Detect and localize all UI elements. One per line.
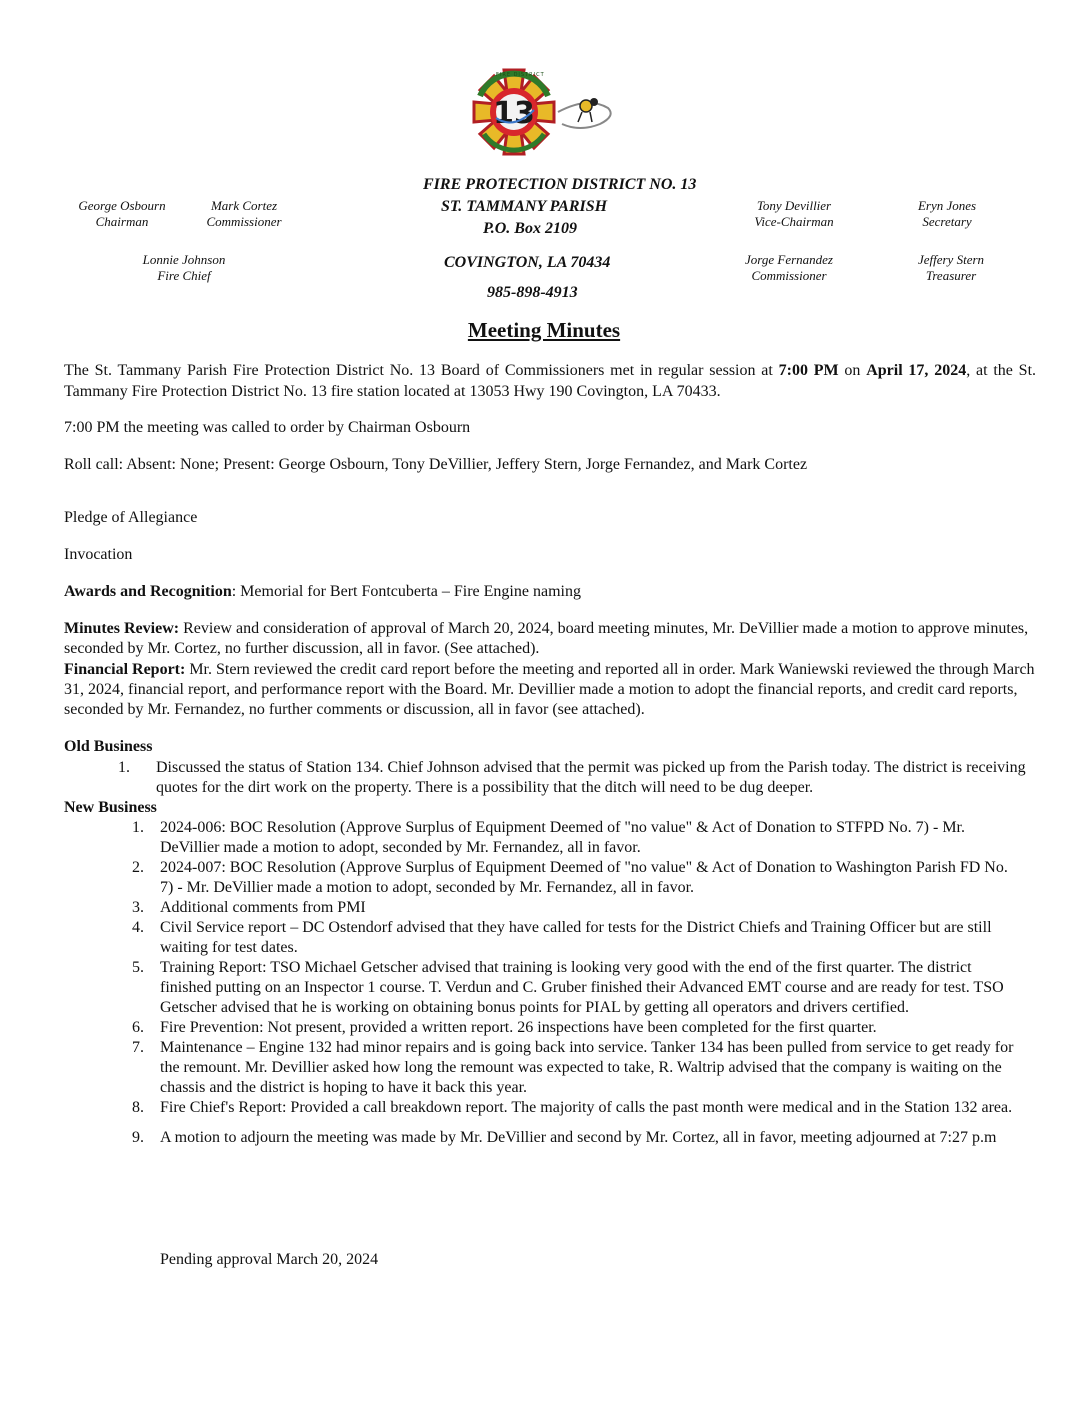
item-number: 8.	[132, 1099, 144, 1116]
item-number: 9.	[132, 1129, 144, 1146]
official-title: Vice-Chairman	[754, 214, 834, 229]
new-business-list	[0, 818, 1020, 1148]
official-devillier	[744, 198, 844, 230]
official-fernandez	[734, 252, 844, 284]
old-business-list	[0, 758, 1028, 798]
official-name: Eryn Jones	[917, 198, 977, 213]
official-name: George Osbourn	[78, 198, 166, 213]
intro-text-1: The St. Tammany Parish Fire Protection District No. 13 Board of Commissioners met in regular session at	[64, 362, 779, 379]
awards-section	[64, 582, 1036, 602]
official-name: Mark Cortez	[210, 198, 278, 213]
item-number: 1.	[132, 819, 144, 836]
list-item	[0, 1038, 1020, 1098]
official-cortez	[200, 198, 288, 230]
official-title: Commissioner	[751, 268, 827, 283]
call-to-order: 7:00 PM the meeting was called to order by Chairman Osbourn	[64, 419, 471, 436]
item-text: Additional comments from PMI	[160, 899, 366, 916]
pledge: Pledge of Allegiance	[64, 509, 198, 526]
official-name: Lonnie Johnson	[142, 252, 226, 267]
official-name: Jeffery Stern	[917, 252, 985, 267]
item-text: 2024-006: BOC Resolution (Approve Surplus of Equipment Deemed of "no value" & Act of Donation to STFPD No. 7) - Mr. DeVillier made a motion to adopt, seconded by Mr. Fernandez, all in favor.	[160, 819, 965, 856]
item-text: 2024-007: BOC Resolution (Approve Surplus of Equipment Deemed of "no value" & Act of Donation to Washington Parish FD No. 7) - Mr. DeVillier made a motion to adopt, seconded by Mr. Fernandez, all in favor.	[160, 859, 1008, 896]
po-box: P.O. Box 2109	[483, 220, 577, 237]
official-title: Treasurer	[925, 268, 977, 283]
official-jones	[902, 198, 992, 230]
item-text: Fire Prevention: Not present, provided a written report. 26 inspections have been completed for the first quarter.	[160, 1019, 877, 1036]
item-number: 1.	[118, 759, 130, 776]
meeting-date: April 17, 2024	[866, 362, 967, 379]
parish-name: ST. TAMMANY PARISH	[441, 198, 608, 215]
item-text: Civil Service report – DC Ostendorf advised that they have called for tests for the District Chiefs and Training Officer but are still waiting for test dates.	[160, 919, 992, 956]
intro-text-3: , at the St. Tammany Fire Protection District No. 13 fire station located at 13053 Hwy 190 Covington, LA 70433.	[64, 362, 1037, 400]
item-number: 3.	[132, 899, 144, 916]
minutes-review-label: Minutes Review:	[64, 620, 180, 637]
minutes-review-section	[64, 619, 1036, 659]
city-line: COVINGTON, LA 70434	[444, 254, 611, 271]
item-number: 2.	[132, 859, 144, 876]
item-number: 6.	[132, 1019, 144, 1036]
official-title: Chairman	[95, 214, 149, 229]
official-name: Jorge Fernandez	[745, 252, 833, 267]
item-text: A motion to adjourn the meeting was made by Mr. DeVillier and second by Mr. Cortez, all in favor, meeting adjourned at 7:27 p.m	[160, 1129, 997, 1146]
official-stern	[906, 252, 996, 284]
official-title: Commissioner	[206, 214, 282, 229]
official-johnson	[134, 252, 234, 284]
item-text: Training Report: TSO Michael Getscher advised that training is looking very good with the end of the first quarter. The district finished putting on an Inspector 1 course. T. Verdun and C. Gruber finished their Advanced EMT course and are ready for test. TSO Getscher advised that he is working on obtaining bonus points for PIAL by getting all operators and drivers certified.	[160, 959, 1004, 1016]
old-business-heading: Old Business	[64, 738, 153, 755]
list-item	[0, 1018, 1020, 1038]
district-name: FIRE PROTECTION DISTRICT NO. 13	[423, 176, 697, 193]
meeting-time: 7:00 PM	[778, 362, 839, 379]
awards-text: : Memorial for Bert Fontcuberta – Fire Engine naming	[231, 583, 581, 600]
item-number: 5.	[132, 959, 144, 976]
official-osbourn	[72, 198, 172, 230]
minutes-review-text: Review and consideration of approval of March 20, 2024, board meeting minutes, Mr. DeVillier made a motion to approve minutes, seconded by Mr. Cortez, no further discussion, all in favor. (See attached).	[64, 620, 1029, 657]
intro-paragraph	[64, 360, 1036, 402]
official-title: Fire Chief	[157, 268, 211, 283]
financial-section	[64, 660, 1036, 720]
list-item	[0, 1128, 1020, 1148]
financial-label: Financial Report:	[64, 661, 186, 678]
list-item	[0, 958, 1020, 1018]
list-item	[0, 1098, 1020, 1118]
item-number: 7.	[132, 1039, 144, 1056]
item-number: 4.	[132, 919, 144, 936]
official-title: Secretary	[922, 214, 972, 229]
awards-label: Awards and Recognition	[64, 583, 232, 600]
intro-text-2: on	[838, 362, 867, 379]
logo-ribbon-text: FIRE DISTRICT	[496, 72, 545, 78]
roll-call: Roll call: Absent: None; Present: George Osbourn, Tony DeVillier, Jeffery Stern, Jorge Fernandez, and Mark Cortez	[64, 456, 808, 473]
page-title: Meeting Minutes	[467, 318, 621, 342]
phone-number: 985-898-4913	[487, 284, 578, 301]
list-item	[0, 818, 1020, 858]
new-business-heading: New Business	[64, 799, 157, 816]
item-text: Maintenance – Engine 132 had minor repairs and is going back into service. Tanker 134 has been pulled from service to get ready for the remount. Mr. Devillier asked how long the remount was expected to take, R. Waltrip advised that the company is waiting on the chassis and the district is hoping to have it back this year.	[160, 1039, 1014, 1096]
pending-approval: Pending approval March 20, 2024	[160, 1251, 379, 1268]
invocation: Invocation	[64, 546, 133, 563]
logo-number: 13	[493, 96, 535, 131]
item-text: Discussed the status of Station 134. Chief Johnson advised that the permit was picked up from the Parish today. The district is receiving quotes for the dirt work on the property. There is a possibility that the ditch will need to be dug deeper.	[156, 759, 1026, 796]
list-item	[0, 858, 1020, 898]
list-item	[0, 918, 1020, 958]
financial-text: Mr. Stern reviewed the credit card report before the meeting and reported all in order. Mark Waniewski reviewed the through March 31, 2024, financial report, and performance report with the Board. Mr. Devillier made a motion to adopt the financial reports, and credit card reports, seconded by Mr. Fernandez, no further comments or discussion, all in favor (see attached).	[64, 661, 1035, 718]
list-item	[0, 758, 1028, 798]
list-item	[0, 898, 1020, 918]
item-text: Fire Chief's Report: Provided a call breakdown report. The majority of calls the past month were medical and in the Station 132 area.	[160, 1099, 1013, 1116]
district-logo	[470, 66, 618, 158]
official-name: Tony Devillier	[756, 198, 832, 213]
